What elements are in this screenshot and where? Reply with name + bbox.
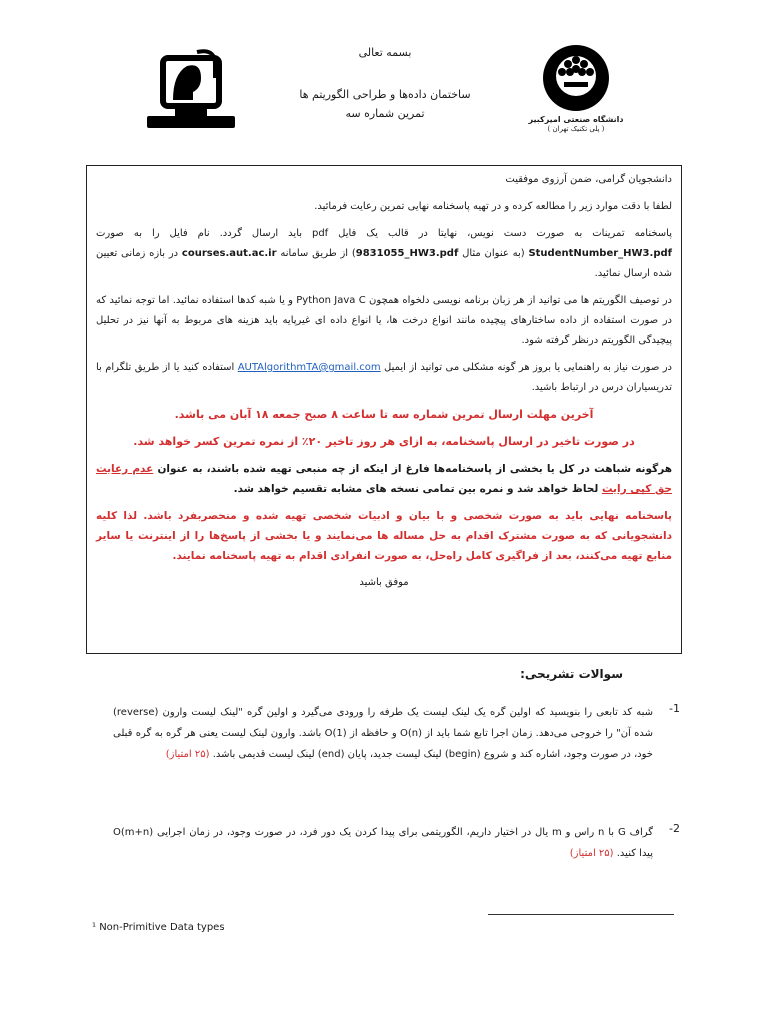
course-title: ساختمان داده‌ها و طراحی الگوریتم ها [299, 88, 471, 101]
question-number: -1 [669, 702, 680, 715]
bismillah: بسمه تعالی [358, 46, 412, 59]
greeting: دانشجویان گرامی، ضمن آرزوی موفقیت [505, 174, 672, 185]
instructions-intro: لطفا با دقت موارد زیر را مطالعه کرده و در تهیه پاسخنامه نهایی تمرین رعایت فرمائید. [314, 201, 672, 212]
copyright-highlight: عدم رعایت حق کپی رایت [96, 463, 672, 495]
question-number: -2 [669, 822, 680, 835]
language-paragraph: در توصیف الگوریتم ها می توانید از هر زبان برنامه نویسی دلخواه همچون Python Java C و یا شبه کدها استفاده نمائید. اما توجه نمائید که در صورت استفاده از داده ساختارهای پیچیده مانند انواع درخت ها، یا انواع داده ای غیرپایه باید هزینه های مربوط به آنها نیز در تحلیل پیچیدگی الگوریتم درنظر گرفته شود. [96, 295, 672, 346]
question-score: (۲۵ امتیاز) [569, 848, 614, 859]
computer-user-icon [145, 44, 237, 134]
ta-email-link[interactable]: AUTAlgorithmTA@gmail.com [237, 362, 381, 373]
similarity-notice: هرگونه شباهت در کل یا بخشی از پاسخنامه‌ها فارغ از اینکه از چه منبعی تهیه شده باشند، به عنوان عدم رعایت حق کپی رایت لحاظ خواهد شد و نمره بین تمامی نسخه های مشابه تقسیم خواهد شد. [96, 463, 673, 495]
deadline-notice: آخرین مهلت ارسال تمرین شماره سه تا ساعت ۸ صبح جمعه ۱۸ آبان می باشد. [174, 408, 594, 421]
question-score: (۲۵ امتیاز) [165, 749, 210, 760]
university-subtitle: ( پلی تکنیک تهران ) [547, 125, 605, 133]
section-title: سوالات تشریحی: [520, 667, 623, 681]
question-1: شبه کد تابعی را بنویسید که اولین گره یک لینک لیست یک طرفه را ورودی می‌گیرد و اولین گره "لینک لیست وارون (reverse) شده آن" را خروجی می‌دهد. زمان اجرا تابع شما باید از O(n) و حافظه از O(1) باشد. وارون لینک لیست یعنی هر گره به گره قبلی خود، در صورت وجود، اشاره کند و شروع (begin) لینک لیست جدید، پایان (end) لینک لیست قدیمی باشد. (۲۵ امتیاز) [113, 707, 654, 760]
late-penalty-notice: در صورت تاخیر در ارسال پاسخنامه، به ازای هر روز تاخیر ۲۰٪ از نمره تمرین کسر خواهد شد. [133, 435, 635, 448]
document-header [0, 0, 768, 160]
instructions-box [86, 165, 682, 654]
help-paragraph: در صورت نیاز به راهنمایی یا بروز هر گونه مشکلی می توانید از ایمیل AUTAlgorithmTA@gmail.com استفاده کنید یا از طریق تلگرام با تدریسیاران درس در ارتباط باشید. [96, 362, 672, 393]
question-2: گراف G با n راس و m یال در اختیار داریم، الگوریتمی برای پیدا کردن یک دور فرد، در صورت وجود، در زمان اجرایی O(m+n) پیدا کنید. (۲۵ امتیاز) [113, 827, 653, 859]
personal-answer-notice: پاسخنامه نهایی باید به صورت شخصی و با بیان و ادبیات شخصی تهیه شده و منحصربفرد باشد. لذا کلیه دانشجویانی که به صورت مشترک اقدام به حل مساله ها می‌نمایند و یا بخشی از پاسخ‌ها را از اینترنت یا سایر منابع تهیه می‌کنند، بعد از فراگیری کامل راه‌حل، به صورت انفرادی اقدام به تهیه پاسخنامه نمایند. [96, 510, 672, 562]
submission-paragraph: پاسخنامه تمرینات به صورت دست نویس، نهایتا در قالب یک فایل pdf باید ارسال گردد. نام فایل را به صورت StudentNumber_HW3.pdf (به عنوان مثال 9831055_HW3.pdf) از طریق سامانه courses.aut.ac.ir در بازه زمانی تعیین شده ارسال نمائید. [96, 228, 673, 279]
closing-line: موفق باشید [359, 577, 409, 588]
homework-title: تمرین شماره سه [345, 107, 425, 120]
footnote: ¹ Non-Primitive Data types [92, 922, 225, 933]
university-name: دانشگاه صنعتی امیرکبیر [528, 115, 624, 124]
footnote-divider [488, 914, 674, 915]
